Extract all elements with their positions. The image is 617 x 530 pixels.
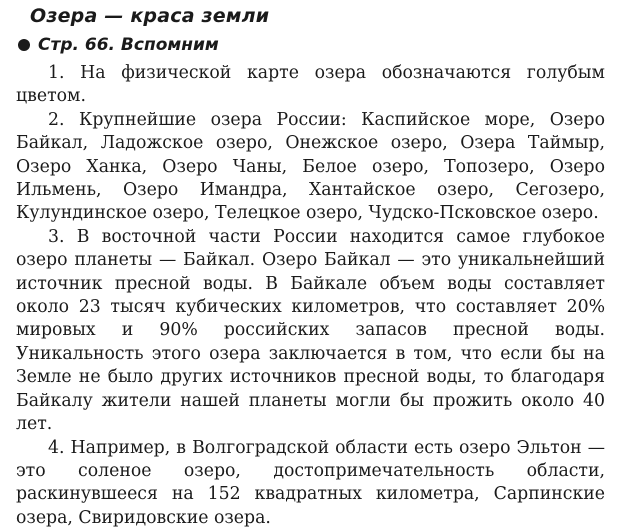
section-subtitle: Стр. 66. Вспомним <box>38 34 219 56</box>
bullet-icon <box>18 39 30 51</box>
answer-paragraph-1: 1. На физической карте озера обозначаются голубым цветом. <box>16 62 605 109</box>
answer-paragraph-2: 2. Крупнейшие озера России: Каспийское море, Озеро Байкал, Ладожское озеро, Онежское озеро, Озера Таймыр, Озеро Ханка, Озеро Чаны, Белое озеро, Топозеро, Озеро Ильмень, Озеро Имандра, Хантайское озеро, Сегозеро, Кулундинское озеро, Телецкое озеро, Чудско-Псковское озеро. <box>16 109 605 226</box>
subtitle-row <box>18 34 605 56</box>
section-title: Озера — краса земли <box>30 4 605 28</box>
answer-text <box>16 62 605 530</box>
answer-paragraph-4: 4. Например, в Волгоградской области есть озеро Эльтон — это соленое озеро, достопримечательность области, раскинувшееся на 152 квадратных километра, Сарпинские озера, Свиридовские озера. <box>16 437 605 530</box>
answer-paragraph-3: 3. В восточной части России находится самое глубокое озеро планеты — Байкал. Озеро Байкал — это уникальнейший источник пресной воды. В Байкале объем воды составляет около 23 тысяч кубических километров, что составляет 20% мировых и 90% российских запасов пресной воды. Уникальность этого озера заключается в том, что если бы на Земле не было других источников пресной воды, то благодаря Байкалу жители нашей планеты могли бы прожить около 40 лет. <box>16 226 605 437</box>
